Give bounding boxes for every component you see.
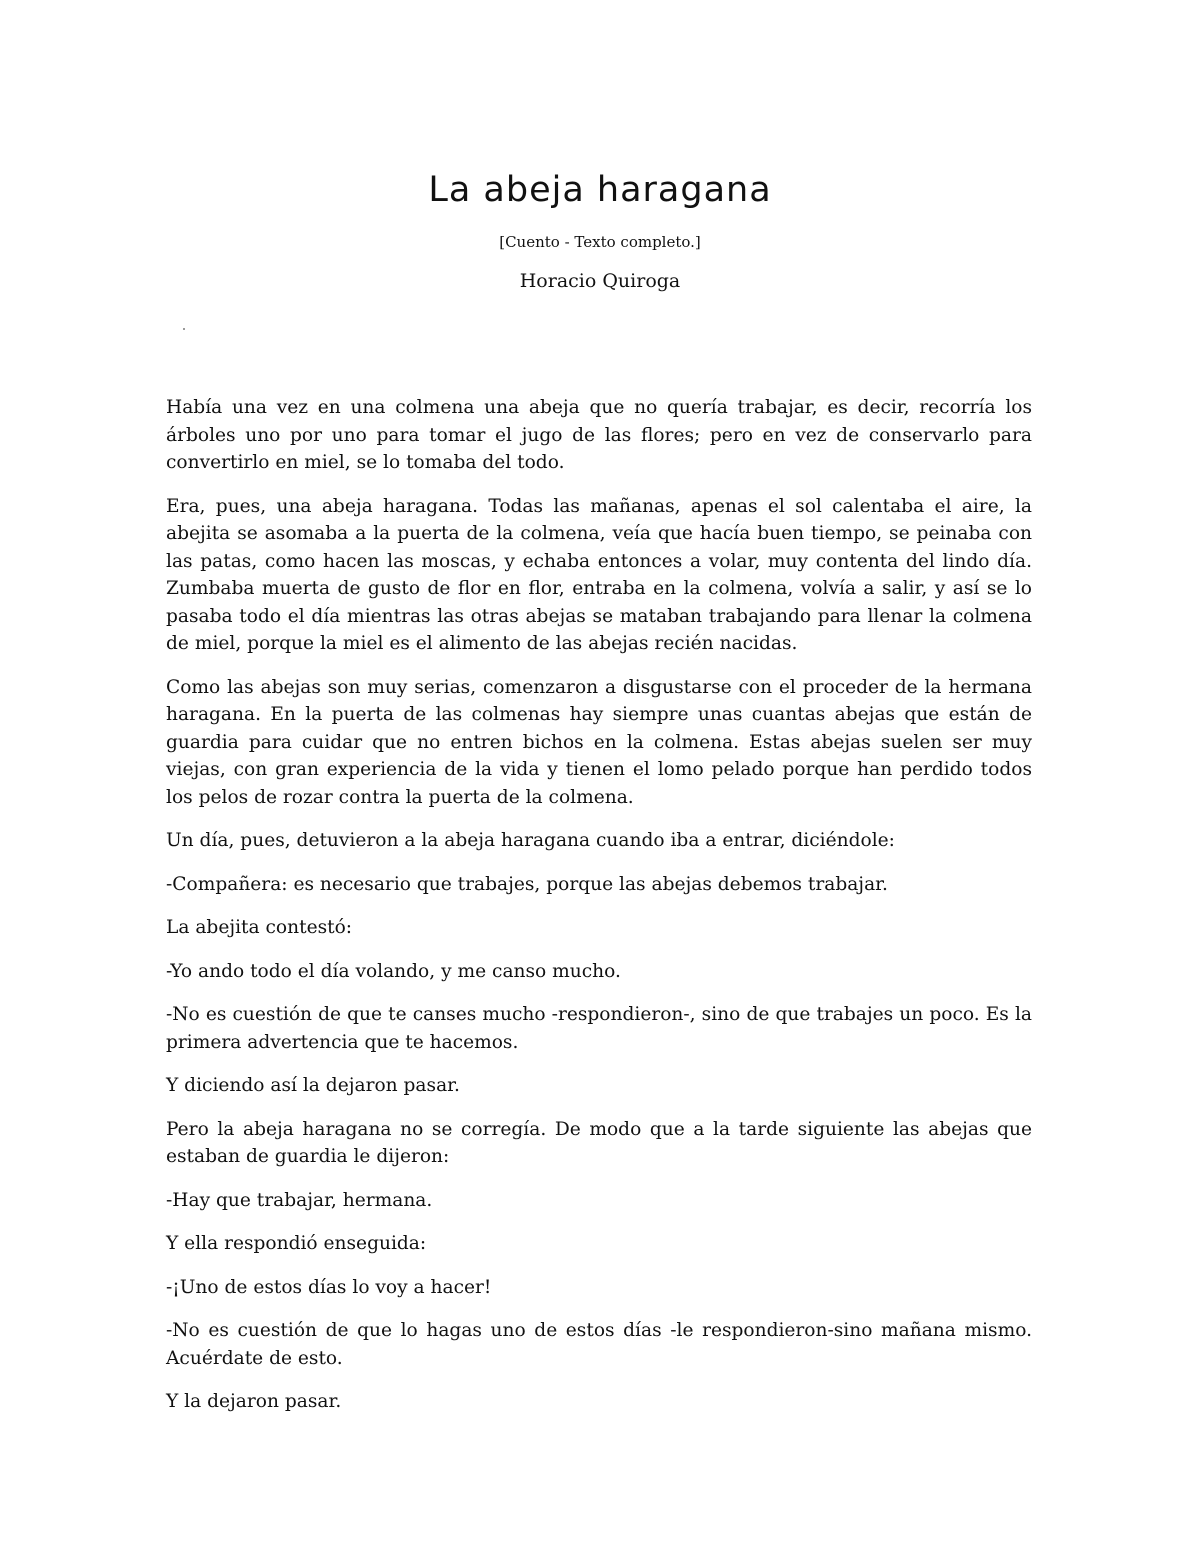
stray-dot <box>183 328 185 330</box>
paragraph: Y la dejaron pasar. <box>166 1391 342 1412</box>
paragraph: Y diciendo así la dejaron pasar. <box>166 1075 460 1096</box>
paragraph: Como las abejas son muy serias, comenzaron a disgustarse con el proceder de la hermana haragana. En la puerta de las colmenas hay siempre unas cuantas abejas que están de guardia para cuidar que no entren bichos en la colmena. Estas abejas suelen ser muy viejas, con gran experiencia de la vida y tienen el lomo pelado porque han perdido todos los pelos de rozar contra la puerta de la colmena. <box>166 676 1032 808</box>
paragraph: Y ella respondió enseguida: <box>166 1233 427 1254</box>
paragraph: -No es cuestión de que te canses mucho -respondieron-, sino de que trabajes un poco. Es la primera advertencia que te hacemos. <box>166 1004 1032 1053</box>
paragraph: -Compañera: es necesario que trabajes, porque las abejas debemos trabajar. <box>166 873 888 895</box>
paragraph: Pero la abeja haragana no se corregía. De modo que a la tarde siguiente las abejas que estaban de guardia le dijeron: <box>166 1118 1032 1167</box>
author-name: Horacio Quiroga <box>519 270 681 292</box>
paragraph: -¡Uno de estos días lo voy a hacer! <box>166 1276 492 1298</box>
story-body <box>166 394 1032 1432</box>
page-title: La abeja haragana <box>428 170 772 210</box>
paragraph: -Hay que trabajar, hermana. <box>166 1189 433 1211</box>
subtitle: [Cuento - Texto completo.] <box>499 233 701 251</box>
paragraph: Era, pues, una abeja haragana. Todas las mañanas, apenas el sol calentaba el aire, la abejita se asomaba a la puerta de la colmena, veía que hacía buen tiempo, se peinaba con las patas, como hacen las moscas, y echaba entonces a volar, muy contenta del lindo día. Zumbaba muerta de gusto de flor en flor, entraba en la colmena, volvía a salir, y así se lo pasaba todo el día mientras las otras abejas se mataban trabajando para llenar la colmena de miel, porque la miel es el alimento de las abejas recién nacidas. <box>166 495 1032 654</box>
paragraph: La abejita contestó: <box>166 917 353 938</box>
paragraph: Un día, pues, detuvieron a la abeja haragana cuando iba a entrar, diciéndole: <box>166 830 895 851</box>
paragraph: -Yo ando todo el día volando, y me canso mucho. <box>166 960 621 982</box>
paragraph: Había una vez en una colmena una abeja que no quería trabajar, es decir, recorría los árboles uno por uno para tomar el jugo de las flores; pero en vez de conservarlo para convertirlo en miel, se lo tomaba del todo. <box>166 397 1032 473</box>
paragraph: -No es cuestión de que lo hagas uno de estos días -le respondieron-sino mañana mismo. Acuérdate de esto. <box>166 1320 1032 1369</box>
